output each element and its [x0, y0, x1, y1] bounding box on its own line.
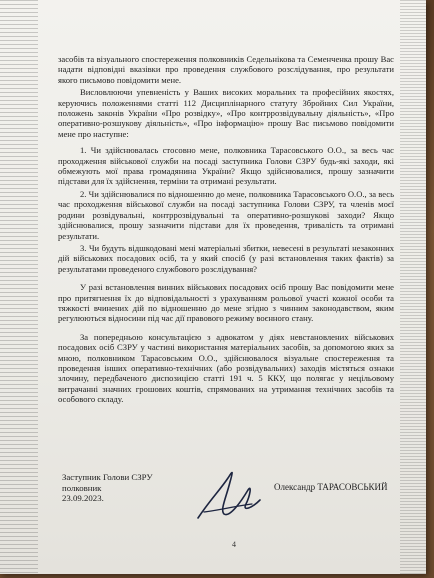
- handwritten-signature-icon: [190, 460, 270, 530]
- paragraph-intro: засобів та візуального спостереження полковників Седельнікова та Семенченка прошу Вас надати відповідні вказівки про проведення службового розслідування, про результати якого письмово повідомити мене.: [58, 54, 394, 85]
- document-body: [58, 54, 394, 407]
- signer-name: Олександр ТАРАСОВСЬКИЙ: [274, 482, 388, 492]
- position-title: Заступник Голови СЗРУ: [62, 472, 153, 482]
- question-1: 1. Чи здійснювалась стосовно мене, полковника Тарасовського О.О., за весь час проходження військової служби на посаді заступника Голови СЗРУ будь-які заходи, які обмежують мої права громадянина України? Якщо здійснювалися, прошу зазначити підстави для їх здійснення, терміни та отримані результати.: [58, 145, 394, 187]
- scan-artifact-left: [0, 0, 38, 574]
- rank: полковник: [62, 482, 102, 493]
- question-3: 3. Чи будуть відшкодовані мені матеріальні збитки, невесені в результаті незаконних дій військових посадових осіб, та у який спосіб (у разі встановлення таких фактів) за результатами проведеного службового розслідування?: [58, 242, 394, 274]
- signature-date: 23.09.2023.: [62, 493, 104, 504]
- page-number: 4: [232, 540, 236, 549]
- paragraph-lawyer-consultation: За попередньою консультацією з адвокатом у діях невстановлених військових посадових осіб СЗРУ у частині використання матеріальних засобів, за допомогою яких за мною, полковником Тарасовським О.О., здійснювалося візуальне спостереження та проведення інших оперативно-технічних (або розвідувальних) заходів містяться ознаки злочину, передбаченого диспозицією статті 191 ч. 5 ККУ, що полягає у нецільовому витрачанні значних грошових коштів, спрямованих на утримання технічних засобів та особового складу.: [58, 331, 394, 405]
- question-2: 2. Чи здійснювалися по відношенню до мене, полковника Тарасовського О.О., за весь час проходження військової служби на посаді заступника Голови СЗРУ, та членів моєї родини розвідувальні, контррозвідувальні та оперативно-розшукові заходи? Якщо здійснювалися, прошу зазначити підстави для їх проведення, тривалість та отримані результати.: [58, 188, 394, 241]
- paragraph-guilty-officials: У разі встановлення винних військових посадових осіб прошу Вас повідомити мене про притягнення їх до відповідальності з урахуванням рольової участі кожної особи та тяжкості вчинених дій по відношенню до мене згідно з чинним законодавством, яким регулюються відносини під час дії правового режиму воєнного стану.: [58, 282, 394, 324]
- paragraph-appeal: Висловлюючи упевненість у Ваших високих моральних та професійних якостях, керуючись положеннями статті 112 Дисциплінарного статуту Збройних Сил України, положень законів України «Про розвідку», «Про контррозвідувальну діяльність», «Про оперативно-розшукову діяльність», «Про інформацію» прошу Вас письмово повідомити мене про наступне:: [58, 87, 394, 139]
